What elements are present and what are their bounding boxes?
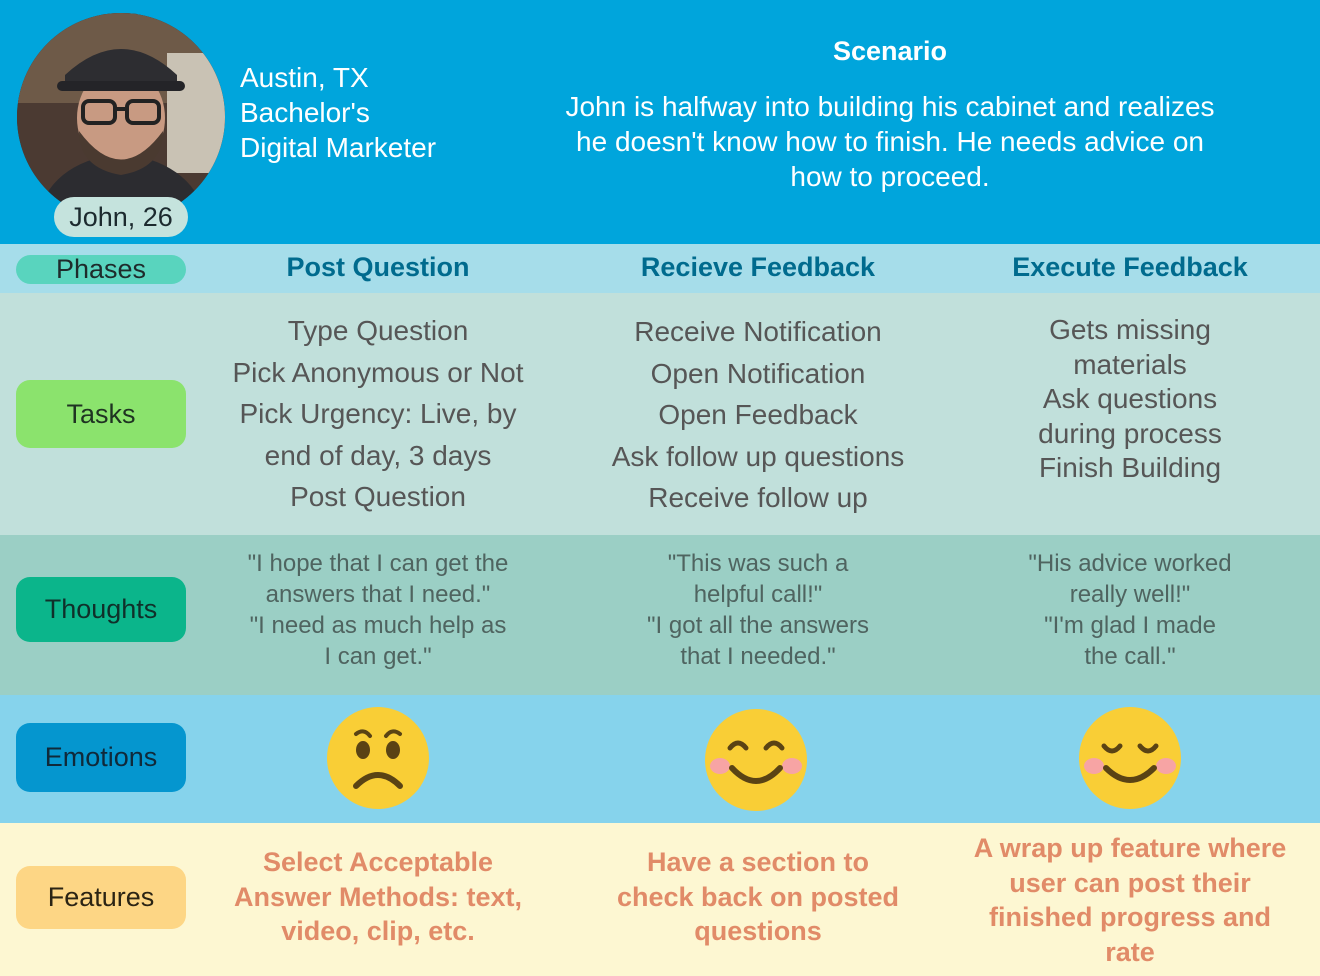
thought-line: the call.": [1084, 643, 1176, 670]
feature-recieve-feedback: [590, 845, 926, 949]
thought-line: answers that I need.": [265, 581, 491, 608]
persona-location: Austin, TX: [240, 62, 369, 93]
persona-name-badge: John, 26: [54, 197, 188, 237]
task-item: Post Question: [290, 481, 466, 512]
thought-line: helpful call!": [693, 581, 823, 608]
task-item: Ask questions: [1042, 383, 1218, 414]
task-item: materials: [1073, 348, 1187, 380]
feature-line: Select Acceptable: [262, 847, 494, 877]
tasks-recieve-feedback: [583, 311, 933, 519]
persona-occupation: Digital Marketer: [240, 132, 437, 163]
persona-photo: [17, 13, 225, 221]
task-item: Pick Urgency: Live, by: [239, 398, 517, 429]
feature-line: user can post their: [1009, 867, 1251, 898]
phase-title-post-question: Post Question: [286, 252, 470, 282]
thoughts-recieve-feedback: [590, 548, 926, 672]
task-item: Pick Anonymous or Not: [232, 356, 524, 388]
task-item: Open Notification: [650, 357, 866, 389]
phases-label: Phases: [16, 255, 186, 284]
feature-line: questions: [694, 916, 822, 946]
task-item: Receive follow up: [648, 482, 868, 513]
thought-line: that I needed.": [680, 643, 836, 670]
thoughts-execute-feedback: [980, 548, 1280, 672]
tasks-execute-feedback: [980, 313, 1280, 486]
task-item: Open Feedback: [658, 399, 858, 430]
feature-line: finished progress and: [988, 902, 1272, 932]
worried-face-icon: [326, 706, 430, 810]
feature-line: Answer Methods: text,: [233, 881, 523, 912]
feature-line: rate: [1105, 936, 1155, 967]
features-label: Features: [16, 866, 186, 929]
task-item: end of day, 3 days: [264, 439, 492, 471]
thoughts-post-question: [208, 548, 548, 672]
scenario-title: Scenario: [832, 36, 948, 66]
feature-execute-feedback: [950, 831, 1310, 969]
emotions-label: Emotions: [16, 723, 186, 792]
feature-line: video, clip, etc.: [281, 916, 475, 946]
phase-title-execute-feedback: Execute Feedback: [1012, 252, 1248, 282]
feature-line: Have a section to: [646, 847, 870, 877]
tasks-post-question: [208, 310, 548, 518]
thought-line: "This was such a: [667, 550, 849, 577]
feature-line: check back on posted: [616, 881, 900, 912]
persona-details: [240, 60, 436, 165]
thought-line: "I need as much help as: [249, 612, 507, 639]
tasks-label: Tasks: [16, 380, 186, 448]
task-item: Ask follow up questions: [611, 440, 905, 472]
content-face-icon: [1078, 706, 1182, 810]
phase-title-recieve-feedback: Recieve Feedback: [640, 252, 876, 282]
feature-line: A wrap up feature where: [973, 833, 1287, 863]
task-item: Type Question: [287, 315, 469, 346]
thought-line: I can get.": [324, 643, 432, 670]
thought-line: "His advice worked: [1028, 550, 1232, 577]
thought-line: "I'm glad I made: [1044, 612, 1216, 639]
task-item: during process: [1038, 417, 1222, 449]
task-item: Receive Notification: [634, 316, 882, 347]
thought-line: really well!": [1069, 581, 1191, 608]
thought-line: "I hope that I can get the: [247, 550, 509, 577]
scenario-text: John is halfway into building his cabinet and realizes he doesn't know how to finish. He needs advice on how to proceed.: [565, 91, 1215, 192]
smiling-face-icon: [704, 708, 808, 812]
thought-line: "I got all the answers: [647, 612, 869, 639]
feature-post-question: [208, 845, 548, 949]
task-item: Finish Building: [1038, 452, 1222, 483]
persona-education: Bachelor's: [240, 97, 370, 128]
thoughts-label: Thoughts: [16, 577, 186, 642]
task-item: Gets missing: [1049, 314, 1211, 345]
